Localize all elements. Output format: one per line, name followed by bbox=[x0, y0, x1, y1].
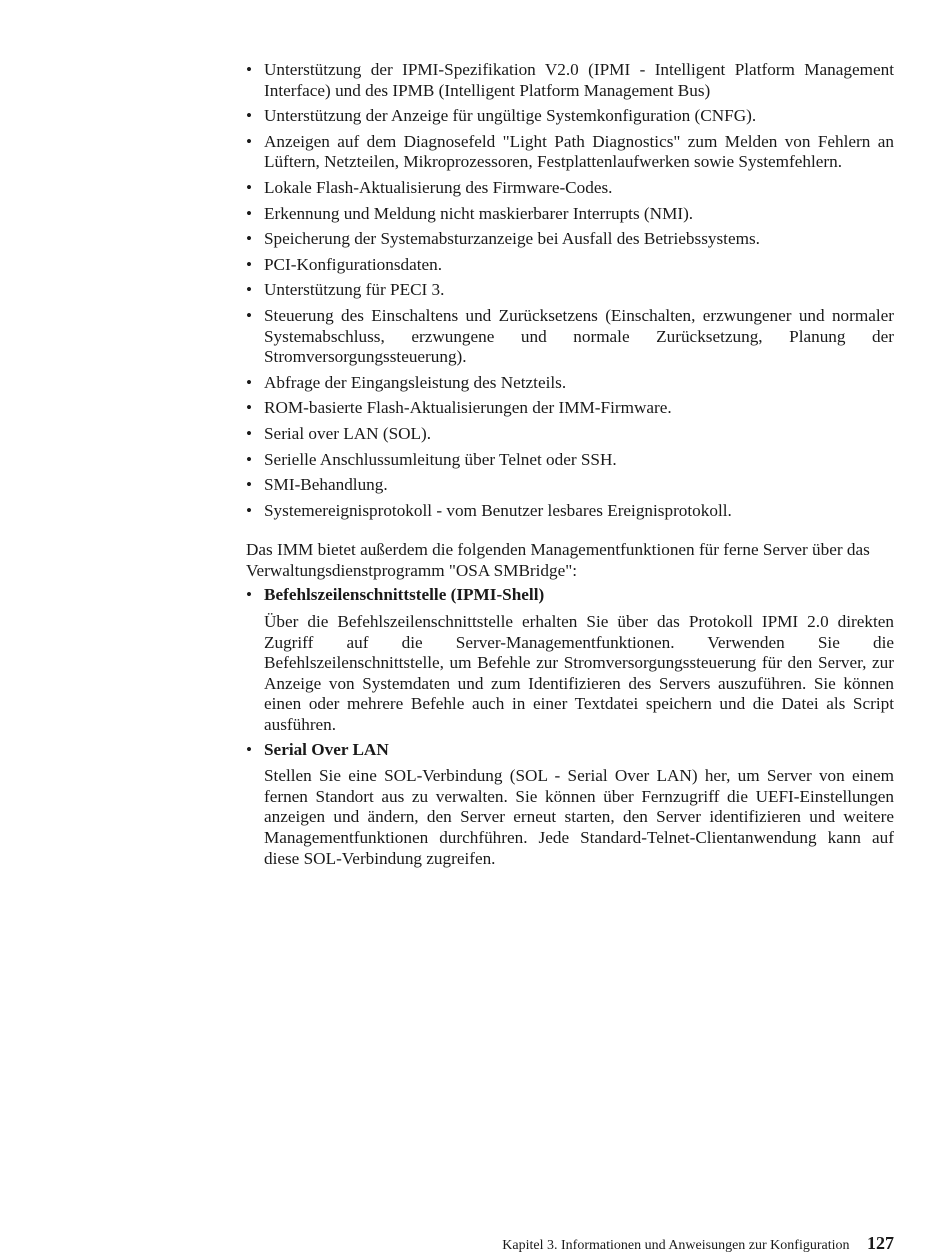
bullet-icon: • bbox=[246, 177, 253, 197]
feature-description: Über die Befehlszeilenschnittstelle erhalten Sie über das Protokoll IPMI 2.0 direkten Zugriff auf die Server-Managementfunktionen. Verwenden Sie die Befehlszeilenschnittstelle, um Befehle zur Stromversorgungssteuerung für den Server, zur Anzeige von Systemdaten und zum Identifizieren des Servers auszuführen. Sie können einen oder mehrere Befehle auch in einer Textdatei speichern und die Datei als Script ausführen. bbox=[264, 612, 894, 735]
list-item bbox=[246, 280, 894, 301]
list-item bbox=[246, 373, 894, 394]
list-item-text: Serial over LAN (SOL). bbox=[264, 423, 432, 443]
list-item-text: Steuerung des Einschaltens und Zurücksetzens (Einschalten, erzwungener und normaler Systemabschluss, erzwungene und normale Zurücksetzung, Planung der Stromversorgungssteuerung). bbox=[264, 305, 894, 367]
page-number: 127 bbox=[867, 1233, 894, 1253]
bullet-icon: • bbox=[246, 372, 253, 392]
bullet-icon: • bbox=[246, 423, 253, 443]
bullet-icon: • bbox=[246, 305, 253, 325]
bullet-icon: • bbox=[246, 60, 253, 79]
list-item bbox=[246, 501, 894, 522]
feature-list bbox=[246, 60, 894, 521]
list-item-text: Speicherung der Systemabsturzanzeige bei Ausfall des Betriebssystems. bbox=[264, 229, 760, 249]
list-item-text: Unterstützung der Anzeige für ungültige Systemkonfiguration (CNFG). bbox=[264, 106, 757, 126]
list-item-text: Abfrage der Eingangsleistung des Netzteils. bbox=[264, 372, 567, 392]
list-item bbox=[246, 132, 894, 173]
bullet-icon: • bbox=[246, 131, 253, 151]
bullet-icon: • bbox=[246, 449, 253, 469]
list-item bbox=[246, 229, 894, 250]
feature-title: Serial Over LAN bbox=[264, 739, 389, 759]
list-item-text: ROM-basierte Flash-Aktualisierungen der IMM-Firmware. bbox=[264, 398, 672, 418]
list-item bbox=[246, 450, 894, 471]
list-item-text: SMI-Behandlung. bbox=[264, 475, 388, 495]
list-item bbox=[246, 204, 894, 225]
intro-paragraph: Das IMM bietet außerdem die folgenden Managementfunktionen für ferne Server über das Verwaltungsdienstprogramm "OSA SMBridge": bbox=[246, 540, 870, 580]
list-item-text: Unterstützung für PECI 3. bbox=[264, 280, 445, 300]
feature-title: Befehlszeilenschnittstelle (IPMI-Shell) bbox=[264, 585, 545, 605]
list-item-text: Serielle Anschlussumleitung über Telnet oder SSH. bbox=[264, 449, 617, 469]
list-item bbox=[246, 398, 894, 419]
bullet-icon: • bbox=[246, 398, 253, 418]
list-item-text: Systemereignisprotokoll - vom Benutzer lesbares Ereignisprotokoll. bbox=[264, 500, 732, 520]
page-content bbox=[246, 60, 894, 873]
page-footer bbox=[502, 1233, 894, 1256]
bullet-icon: • bbox=[246, 203, 253, 223]
bullet-icon: • bbox=[246, 229, 253, 249]
list-item bbox=[246, 475, 894, 496]
bullet-icon: • bbox=[246, 254, 253, 274]
bullet-icon: • bbox=[246, 106, 253, 126]
list-item bbox=[246, 106, 894, 127]
feature-item-serial-over-lan bbox=[246, 740, 894, 870]
list-item bbox=[246, 60, 894, 101]
bullet-icon: • bbox=[246, 500, 253, 520]
bullet-icon: • bbox=[246, 475, 253, 495]
list-item bbox=[246, 255, 894, 276]
list-item bbox=[246, 424, 894, 445]
chapter-title: Kapitel 3. Informationen und Anweisungen zur Konfiguration bbox=[502, 1238, 850, 1253]
bullet-icon: • bbox=[246, 585, 253, 605]
bullet-icon: • bbox=[246, 739, 253, 759]
list-item bbox=[246, 306, 894, 368]
list-item-text: Unterstützung der IPMI-Spezifikation V2.0 (IPMI - Intelligent Platform Management Interface) und des IPMB (Intelligent Platform Management Bus) bbox=[264, 60, 894, 100]
list-item-text: Anzeigen auf dem Diagnosefeld "Light Path Diagnostics" zum Melden von Fehlern an Lüftern, Netzteilen, Mikroprozessoren, Festplattenlaufwerken sowie Systemfehlern. bbox=[264, 131, 894, 172]
list-item-text: Lokale Flash-Aktualisierung des Firmware-Codes. bbox=[264, 177, 613, 197]
list-item bbox=[246, 178, 894, 199]
feature-description: Stellen Sie eine SOL-Verbindung (SOL - Serial Over LAN) her, um Server von einem fernen Standort aus zu verwalten. Sie können über Fernzugriff die UEFI-Einstellungen anzeigen und ändern, den Server erneut starten, den Server identifizieren und weitere Managementfunktionen durchführen. Jede Standard-Telnet-Clientanwendung kann auf diese SOL-Verbindung zugreifen. bbox=[264, 766, 894, 868]
list-item-text: Erkennung und Meldung nicht maskierbarer Interrupts (NMI). bbox=[264, 203, 694, 223]
bullet-icon: • bbox=[246, 280, 253, 300]
feature-item-ipmi-shell bbox=[246, 585, 894, 735]
list-item-text: PCI-Konfigurationsdaten. bbox=[264, 254, 443, 274]
